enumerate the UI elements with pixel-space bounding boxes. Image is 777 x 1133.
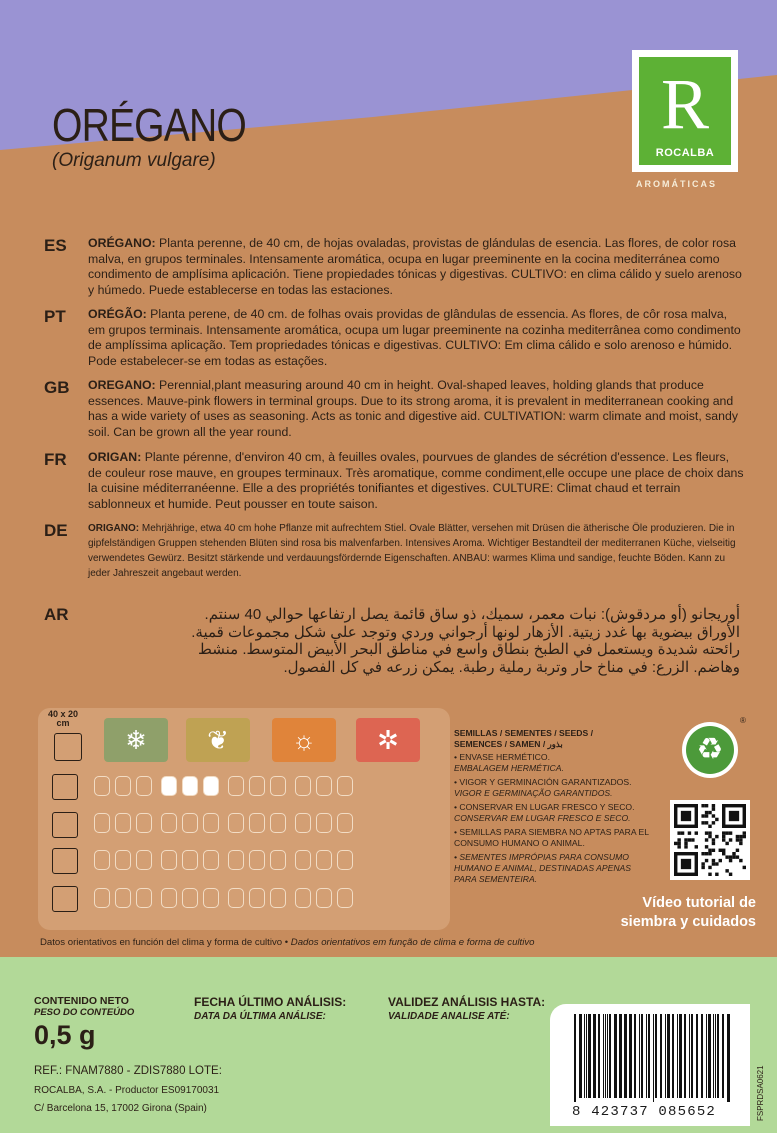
address: C/ Barcelona 15, 17002 Girona (Spain) xyxy=(34,1103,207,1114)
month-cell xyxy=(136,776,152,796)
seed-item-es: • ENVASE HERMÉTICO. xyxy=(454,752,550,762)
seed-item-pt: • SEMENTES IMPRÓPIAS PARA CONSUMO HUMANO E ANIMAL, DESTINADAS APENAS PARA SEMENTEIRA. xyxy=(454,852,632,884)
month-cell xyxy=(270,813,286,833)
logo-brand: ROCALBA xyxy=(655,147,715,159)
month-cell xyxy=(295,850,311,870)
month-cell xyxy=(270,776,286,796)
lang-desc: Perennial,plant measuring around 40 cm in height. Oval-shaped leaves, holding glands that produce essences. Mauve-pink flowers in terminal groups. Due to its strong aroma, it is prevalent in mediterranean cooking and has a wide variety of uses as seasoning. Acts as tonic and digestive aid. CULTIVATION: warm climate and moist, sandy soil. Can be grown all the year round. xyxy=(88,378,738,439)
sun-icon: ☼ xyxy=(292,725,316,755)
month-cell xyxy=(115,813,131,833)
rocalba-logo xyxy=(632,50,738,172)
recycle-icon: ♻ xyxy=(686,726,734,774)
seed-item-es: • VIGOR Y GERMINACIÓN GARANTIZADOS. xyxy=(454,777,632,787)
lang-name: ORÉGANO: xyxy=(88,236,156,250)
product-latin-name: (Origanum vulgare) xyxy=(52,150,216,171)
net-content-label-pt: PESO DO CONTEÚDO xyxy=(34,1007,135,1018)
seed-item-pt: VIGOR E GERMINAÇÃO GARANTIDOS. xyxy=(454,788,613,798)
seed-info xyxy=(454,728,654,888)
month-cell xyxy=(182,813,198,833)
month-cell xyxy=(115,850,131,870)
seed-header-1: SEMILLAS / SEMENTES / SEEDS / xyxy=(454,728,593,738)
lang-code: ES xyxy=(44,236,67,255)
lang-code: PT xyxy=(44,307,66,326)
month-cell xyxy=(182,888,198,908)
lang-text xyxy=(88,521,744,581)
month-cell xyxy=(94,776,110,796)
lang-code: FR xyxy=(44,450,67,469)
month-cell xyxy=(295,776,311,796)
vertical-code-text: FSPRDSA0621 xyxy=(756,1065,765,1121)
lang-desc: Plante pérenne, d'environ 40 cm, à feuilles ovales, pourvues de glandes de sécrétion d'essence. Les fleurs, de couleur rose mauve, en groupes terminaux. Très aromatique, comme condiment,elle occupe une place de choix dans la cuisine méditerranéenne. Elle a des propriétés tonifiantes et digestives. CULTURE: Climat chaud et terrain sablonneux et humide. Peut pousser en toute saison. xyxy=(88,450,744,511)
month-cell xyxy=(270,888,286,908)
disclaimer-separator: • xyxy=(282,937,291,948)
month-cell xyxy=(295,888,311,908)
month-cell xyxy=(115,888,131,908)
month-cell xyxy=(337,776,353,796)
month-cell xyxy=(161,888,177,908)
month-cell xyxy=(136,813,152,833)
leaf-icon: ❦ xyxy=(207,725,229,755)
snowflake-icon: ❄ xyxy=(125,725,147,755)
month-cell xyxy=(228,776,244,796)
lang-name: ORÉGÃO: xyxy=(88,307,147,321)
qr-code-icon xyxy=(674,804,746,876)
analysis-date-label: FECHA ÚLTIMO ANÁLISIS: xyxy=(194,995,347,1009)
lang-desc: Planta perene, de 40 cm. de folhas ovais providas de glândulas de essencia. As flores, de côr rosa malva, em grupos terminais. Intensamente aromática, ocupa um lugar preeminente na cozinha mediterrânea como condimento de amplíssima aplicação. Tem propriedades tónicas e digestivas. CULTIVO: Em clima cálido e solo arenoso e húmido. Pode estabelecer-se em todas as estações. xyxy=(88,307,741,368)
month-cell xyxy=(136,850,152,870)
video-line-1: Vídeo tutorial de xyxy=(642,895,756,911)
lang-text xyxy=(88,450,744,512)
lang-name: ORIGANO: xyxy=(88,523,140,534)
validity-label-pt: VALIDADE ANALISE ATÉ: xyxy=(388,1011,510,1022)
month-cell xyxy=(316,776,332,796)
barcode-number: 8 423737 085652 xyxy=(572,1104,717,1120)
qr-code[interactable] xyxy=(670,800,750,880)
month-cell xyxy=(337,813,353,833)
spacing-value: 40 x 20 xyxy=(48,709,79,719)
barcode-bars xyxy=(570,1014,735,1102)
green-dot xyxy=(682,722,738,778)
analysis-date-label-pt: DATA DA ÚLTIMA ANÁLISE: xyxy=(194,1011,326,1022)
video-tutorial-label xyxy=(600,894,756,932)
disclaimer-es: Datos orientativos en función del clima y forma de cultivo xyxy=(40,937,283,948)
reference-lot: REF.: FNAM7880 - ZDIS7880 LOTE: xyxy=(34,1065,222,1077)
registered-mark: ® xyxy=(740,716,746,725)
logo-letter: R xyxy=(660,64,710,144)
month-cell xyxy=(203,850,219,870)
seed-item xyxy=(454,777,654,799)
month-cell xyxy=(94,888,110,908)
vertical-code xyxy=(752,1006,772,1126)
validity-label: VALIDEZ ANÁLISIS HASTA: xyxy=(388,995,546,1009)
month-cell xyxy=(249,776,265,796)
lang-text xyxy=(88,378,744,440)
month-cell xyxy=(182,850,198,870)
season-winter xyxy=(104,718,168,762)
month-cell xyxy=(228,850,244,870)
maple-leaf-icon: ✲ xyxy=(377,725,399,755)
transplant-icon xyxy=(52,812,78,838)
seed-item-es: • SEMILLAS PARA SIEMBRA NO APTAS PARA EL CONSUMO HUMANO O ANIMAL. xyxy=(454,827,649,848)
month-cell xyxy=(161,776,177,796)
sowing-pot-icon xyxy=(52,774,78,800)
lang-desc: Mehrjährige, etwa 40 cm hohe Pflanze mit aufrechtem Stiel. Ovale Blätter, versehen mit Drüsen die ätherische Öle produzieren. Die in gipfelständigen Gruppen stehenden Blüten sind rosa bis malvenfarben. Intensives Aroma. Wichtiger Bestandteil der mediterranen Küche, vielseitig verwendetes Gewürz. Besitzt stärkende und verdauungsfördernde Eigenschaften. ANBAU: warmes Klima und sandige, feuchte Böden. Kann zu jeder Jahreszeit angebaut werden. xyxy=(88,523,736,579)
disclaimer-pt: Dados orientativos em função de clima e forma de cultivo xyxy=(290,937,535,948)
plant-spacing xyxy=(48,710,78,728)
seed-item-es: • CONSERVAR EN LUGAR FRESCO Y SECO. xyxy=(454,802,635,812)
product-title: ORÉGANO xyxy=(52,99,246,151)
video-line-2: siembra y cuidados xyxy=(620,914,756,930)
brand-line: AROMÁTICAS xyxy=(636,179,717,189)
season-summer xyxy=(272,718,336,762)
month-cell xyxy=(316,888,332,908)
month-cell xyxy=(161,850,177,870)
lang-text xyxy=(88,307,744,369)
month-cell xyxy=(203,888,219,908)
month-cell xyxy=(136,888,152,908)
seed-item-pt: CONSERVAR EM LUGAR FRESCO E SECO. xyxy=(454,813,631,823)
logo-box xyxy=(639,57,731,165)
harvest-hand-icon xyxy=(52,886,78,912)
month-cell xyxy=(249,813,265,833)
month-cell xyxy=(203,813,219,833)
net-content-value: 0,5 g xyxy=(34,1020,96,1050)
disclaimer xyxy=(40,937,535,948)
seed-item xyxy=(454,827,654,849)
month-cell xyxy=(316,813,332,833)
month-cell xyxy=(161,813,177,833)
month-cell xyxy=(337,888,353,908)
lang-text xyxy=(88,236,744,298)
month-cell xyxy=(316,850,332,870)
lang-code: AR xyxy=(44,605,69,624)
seed-item-pt: EMBALAGEM HERMÉTICA. xyxy=(454,763,564,773)
arabic-text: أوريجانو (أو مردقوش): نبات معمر، سميك، ذو ساق قائمة يصل ارتفاعها حوالي 40 سنتم. الأوراق بيضوية بها غدد زيتية. الأزهار لونها أرجواني وردي وتوجد على شكل مجموعات قمية. رائحته شديدة ويستعمل في الطبخ بنطاق واسع في مناطق البحر الأبيض المتوسط. منشط وهاضم. الزرع: في مناخ حار وتربة رملية رطبة. يمكن زرعه في كل الفصول. xyxy=(191,606,740,676)
month-cell xyxy=(228,813,244,833)
lang-code: GB xyxy=(44,378,70,397)
net-content-label: CONTENIDO NETO xyxy=(34,995,129,1007)
lang-desc: Planta perenne, de 40 cm, de hojas ovaladas, provistas de glándulas de esencia. Las flores, de color rosa malva, en grupos terminales. Intensamente aromática, ocupa en lugar preeminente en la cocina mediterránea como condimento de amplísima aplicación. Tiene propiedades tónicas y digestivas. CULTIVO: en clima cálido y suelo arenoso y húmedo. Puede establecerse en todas las estaciones. xyxy=(88,236,742,297)
seed-item xyxy=(454,752,654,774)
season-autumn xyxy=(356,718,420,762)
month-cell xyxy=(337,850,353,870)
season-spring xyxy=(186,718,250,762)
spacing-unit: cm xyxy=(56,718,70,728)
seed-item xyxy=(454,802,654,824)
month-cell xyxy=(270,850,286,870)
seed-header-2: SEMENCES / SAMEN / بذور xyxy=(454,739,563,749)
seed-item xyxy=(454,852,654,885)
lang-name: ORIGAN: xyxy=(88,450,142,464)
seed-list xyxy=(454,752,654,885)
watering-sun-icon xyxy=(52,848,78,874)
month-cell xyxy=(228,888,244,908)
month-cell xyxy=(182,776,198,796)
lang-code: DE xyxy=(44,521,68,540)
month-cell xyxy=(203,776,219,796)
month-cell xyxy=(249,850,265,870)
barcode xyxy=(550,1004,750,1126)
month-cell xyxy=(94,850,110,870)
lang-name: OREGANO: xyxy=(88,378,156,392)
month-cell xyxy=(94,813,110,833)
plant-spacing-icon xyxy=(54,733,82,761)
month-cell xyxy=(115,776,131,796)
month-cell xyxy=(249,888,265,908)
producer: ROCALBA, S.A. - Productor ES09170031 xyxy=(34,1085,220,1096)
month-cell xyxy=(295,813,311,833)
